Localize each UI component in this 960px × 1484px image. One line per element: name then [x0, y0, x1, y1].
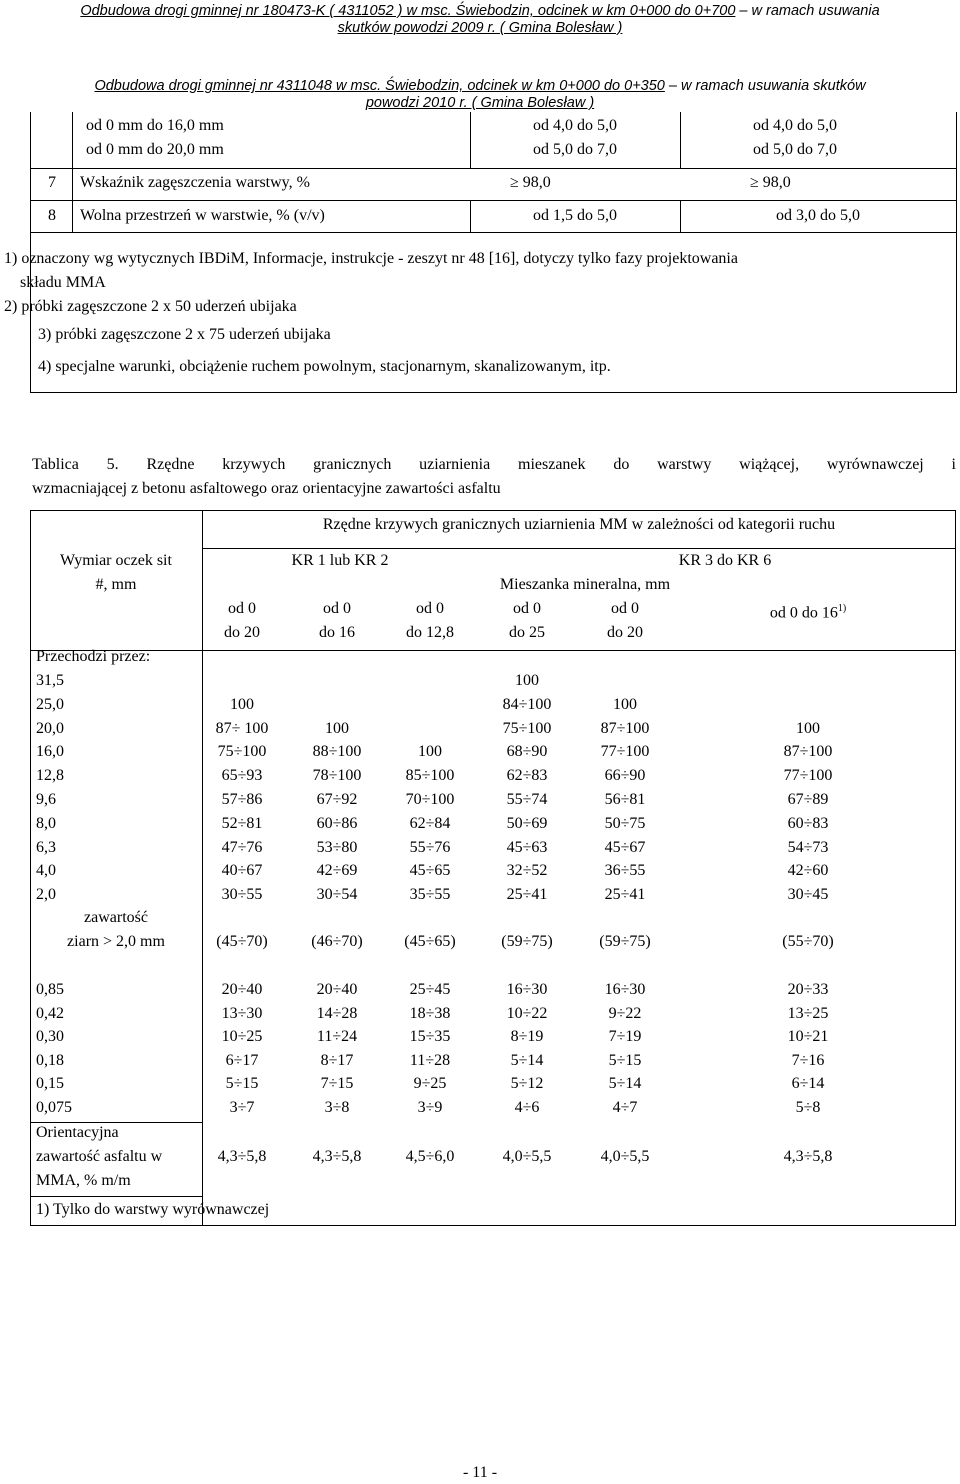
grading-value: 11÷28 — [409, 1051, 451, 1069]
sieve-size: 0,075 — [36, 1099, 72, 1116]
mixture-column-header: od 0 do 16$^{1)}$ — [769, 603, 847, 622]
upper-table-row-line — [30, 168, 956, 169]
grading-value: 4÷6 — [514, 1099, 540, 1116]
grading-value: 54÷73 — [787, 838, 829, 856]
grading-value: 7÷19 — [608, 1028, 642, 1046]
grading-value: 100 — [515, 672, 539, 689]
grain-content-value: (45÷70) — [216, 933, 268, 950]
asphalt-content-value: 4,3÷5,8 — [217, 1148, 267, 1165]
mixture-column-header: od 0 — [228, 600, 256, 617]
upper-table-bottom-border — [30, 392, 956, 393]
sieve-size: 0,15 — [36, 1075, 64, 1093]
document-header-line-1: Odbudowa drogi gminnej nr 180473-K ( 4311052 ) w msc. Świebodzin, odcinek w km 0+000 do 0+700 – w ramach usuwania — [80, 3, 880, 19]
upper-cell: ≥ 98,0 — [750, 174, 791, 191]
mixture-header: Mieszanka mineralna, mm — [499, 576, 671, 593]
grading-value: 53÷80 — [316, 838, 358, 856]
grading-value: 78÷100 — [312, 767, 362, 785]
grading-value: 55÷76 — [409, 838, 451, 856]
grading-value: 77÷100 — [783, 767, 833, 785]
greater-equal-symbol: ≥ — [510, 174, 519, 191]
sieve-size: 9,6 — [36, 791, 56, 808]
grading-value: 30÷54 — [316, 886, 358, 904]
grading-value: 18÷38 — [409, 1004, 451, 1022]
note-2: 2) próbki zagęszczone 2 x 50 uderzeń ubijaka — [4, 298, 297, 315]
grain-content-value: (55÷70) — [782, 933, 834, 950]
mixture-column-header-range: do 16 — [319, 624, 355, 641]
grain-content-label: zawartość — [84, 909, 148, 926]
grading-value: 3÷9 — [417, 1099, 443, 1116]
mixture-column-header: od 0 — [323, 600, 351, 617]
grading-value: 7÷16 — [791, 1051, 825, 1069]
grain-content-value: (59÷75) — [599, 933, 651, 950]
asphalt-content-value: 4,5÷6,0 — [405, 1148, 455, 1165]
grading-value: 100 — [325, 719, 349, 737]
grading-value: 66÷90 — [604, 767, 646, 785]
note-1-cont: składu MMA — [20, 274, 106, 291]
grading-value: 13÷25 — [787, 1004, 829, 1022]
grading-value: 36÷55 — [604, 862, 646, 880]
upper-cell: od 4,0 do 5,0 — [533, 117, 617, 134]
grain-content-value: (46÷70) — [311, 933, 363, 950]
upper-cell: od 3,0 do 5,0 — [776, 207, 860, 224]
document-header-line-4: powodzi 2010 r. ( Gmina Bolesław ) — [365, 95, 595, 111]
grading-value: 10÷22 — [506, 1004, 548, 1022]
grain-content-value: (59÷75) — [501, 933, 553, 950]
grading-value: 7÷15 — [320, 1075, 354, 1093]
document-header-line-3: Odbudowa drogi gminnej nr 4311048 w msc. Świebodzin, odcinek w km 0+000 do 0+350 – w ramach usuwania skutków — [94, 78, 866, 94]
grading-value: 3÷8 — [324, 1099, 350, 1116]
grading-value: 68÷90 — [506, 743, 548, 761]
upper-table-col-divider — [72, 112, 73, 232]
sieve-size: 2,0 — [36, 886, 56, 904]
grading-value: 16÷30 — [604, 981, 646, 998]
grading-value: 50÷75 — [604, 814, 646, 832]
table5-footnote: 1) Tylko do warstwy wyrównawczej — [36, 1201, 270, 1218]
grading-value: 100 — [613, 695, 637, 713]
asphalt-label-3: MMA, % m/m — [36, 1172, 131, 1189]
grading-value: 30÷55 — [221, 886, 263, 904]
grading-value: 67÷89 — [787, 791, 829, 808]
grading-value: 8÷17 — [320, 1051, 354, 1069]
grading-value: 10÷21 — [787, 1028, 829, 1046]
sieve-size: 20,0 — [36, 719, 64, 737]
sieve-size: 0,18 — [36, 1051, 64, 1069]
grading-value: 30÷45 — [787, 886, 829, 904]
row-label: Wskaźnik zagęszczenia warstwy, % — [80, 174, 310, 191]
sieve-size: 0,30 — [36, 1028, 64, 1046]
passes-through-label: Przechodzi przez: — [36, 648, 151, 665]
grading-value: 45÷63 — [506, 838, 548, 856]
upper-table-row-line — [30, 232, 956, 233]
grading-value: 45÷65 — [409, 862, 451, 880]
grading-value: 65÷93 — [221, 767, 263, 785]
mixture-column-header: od 0 — [513, 600, 541, 617]
sieve-header-unit: #, mm — [95, 576, 137, 593]
grading-value: 32÷52 — [506, 862, 548, 880]
greater-equal-symbol: ≥ — [750, 174, 759, 191]
sieve-size: 4,0 — [36, 862, 56, 880]
grading-value: 55÷74 — [506, 791, 548, 808]
grading-value: 100 — [230, 695, 254, 713]
grading-value: 5÷15 — [225, 1075, 259, 1093]
grading-value: 5÷15 — [608, 1051, 642, 1069]
grading-value: 45÷67 — [604, 838, 646, 856]
grain-content-value: (45÷65) — [404, 933, 456, 950]
sieve-size: 0,42 — [36, 1004, 64, 1022]
grading-value: 20÷33 — [787, 981, 829, 998]
grading-value: 87÷100 — [783, 743, 833, 761]
upper-cell: od 0 mm do 20,0 mm — [86, 141, 224, 158]
grading-value: 87÷100 — [600, 719, 650, 737]
table-caption-line-2: wzmacniającej z betonu asfaltowego oraz orientacyjne zawartości asfaltu — [32, 480, 501, 497]
grading-value: 25÷45 — [409, 981, 451, 998]
upper-table-row-line — [30, 200, 956, 201]
grading-value: 9÷25 — [413, 1075, 447, 1093]
grading-value: 77÷100 — [600, 743, 650, 761]
sieve-size: 31,5 — [36, 672, 64, 689]
grading-value: 75÷100 — [217, 743, 267, 761]
grading-value: 75÷100 — [502, 719, 552, 737]
asphalt-content-value: 4,3÷5,8 — [312, 1148, 362, 1165]
asphalt-label-2: zawartość asfaltu w — [36, 1148, 163, 1165]
sieve-size: 25,0 — [36, 695, 64, 713]
upper-cell: od 5,0 do 7,0 — [533, 141, 617, 158]
traffic-category-kr1: KR 1 lub KR 2 — [291, 552, 389, 569]
sieve-size: 16,0 — [36, 743, 64, 761]
upper-cell: od 0 mm do 16,0 mm — [86, 117, 224, 134]
grading-value: 42÷60 — [787, 862, 829, 880]
mixture-column-header: od 0 — [611, 600, 639, 617]
grading-value: 4÷7 — [612, 1099, 638, 1116]
grading-value: 6÷14 — [791, 1075, 825, 1093]
grading-value: 20÷40 — [316, 981, 358, 998]
mixture-column-header-range: do 25 — [509, 624, 545, 641]
grading-value: 5÷12 — [510, 1075, 544, 1093]
mixture-column-header-range: do 12,8 — [406, 624, 454, 641]
grading-value: 85÷100 — [405, 767, 455, 785]
asphalt-content-value: 4,0÷5,5 — [502, 1148, 552, 1165]
table5-header-line — [202, 548, 956, 549]
footnote-marker: 1) — [837, 603, 847, 614]
grading-value: 84÷100 — [502, 695, 552, 713]
asphalt-label-1: Orientacyjna — [36, 1124, 119, 1141]
note-1: 1) oznaczony wg wytycznych IBDiM, Informacje, instrukcje - zeszyt nr 48 [16], dotyczy tylko fazy projektowania — [4, 250, 738, 267]
upper-table-right-border — [956, 112, 957, 393]
sieve-size: 12,8 — [36, 767, 64, 785]
table-caption-line-1: Tablica 5. Rzędne krzywych granicznych uziarnienia mieszanek do warstwy wiążącej, wyrównawczej i — [32, 456, 956, 473]
grading-value: 70÷100 — [405, 791, 455, 808]
grading-value: 9÷22 — [608, 1004, 642, 1022]
grading-value: 52÷81 — [221, 814, 263, 832]
grading-value: 50÷69 — [506, 814, 548, 832]
grading-value: 13÷30 — [221, 1004, 263, 1022]
sieve-header: Wymiar oczek sit — [60, 552, 172, 569]
grading-value: 35÷55 — [409, 886, 451, 904]
asphalt-content-value: 4,3÷5,8 — [783, 1148, 833, 1165]
grading-value: 62÷84 — [409, 814, 451, 832]
grading-value: 88÷100 — [312, 743, 362, 761]
table5-row-line — [30, 1196, 202, 1197]
grading-value: 11÷24 — [316, 1028, 358, 1046]
grading-value: 60÷86 — [316, 814, 358, 832]
upper-cell: ≥ 98,0 — [510, 174, 551, 191]
grading-value: 15÷35 — [409, 1028, 451, 1046]
sieve-size: 0,85 — [36, 981, 64, 998]
grading-value: 47÷76 — [221, 838, 263, 856]
grading-value: 25÷41 — [506, 886, 548, 904]
row-number: 8 — [48, 207, 56, 224]
traffic-category-kr3: KR 3 do KR 6 — [678, 552, 772, 569]
upper-cell: od 4,0 do 5,0 — [753, 117, 837, 134]
grading-value: 3÷7 — [229, 1099, 255, 1116]
grading-value: 25÷41 — [604, 886, 646, 904]
upper-cell: od 1,5 do 5,0 — [533, 207, 617, 224]
grading-value: 10÷25 — [221, 1028, 263, 1046]
grading-value: 60÷83 — [787, 814, 829, 832]
page-number: - 11 - — [462, 1464, 498, 1481]
row-number: 7 — [48, 174, 56, 191]
sieve-size: 8,0 — [36, 814, 56, 832]
document-header-line-2: skutków powodzi 2009 r. ( Gmina Bolesław ) — [337, 20, 623, 36]
grading-value: 100 — [418, 743, 442, 761]
grading-value: 87÷ 100 — [215, 719, 269, 737]
mixture-column-header-range: do 20 — [607, 624, 643, 641]
grading-value: 42÷69 — [316, 862, 358, 880]
table5-header-bottom — [30, 650, 956, 651]
row-label: Wolna przestrzeń w warstwie, % (v/v) — [80, 207, 325, 224]
grading-value: 56÷81 — [604, 791, 646, 808]
mixture-column-header-range: do 20 — [224, 624, 260, 641]
grading-value: 16÷30 — [506, 981, 548, 998]
grain-content-label: ziarn > 2,0 mm — [67, 933, 165, 950]
sieve-size: 6,3 — [36, 838, 56, 856]
grading-value: 5÷14 — [608, 1075, 642, 1093]
grading-value: 8÷19 — [510, 1028, 544, 1046]
note-3: 3) próbki zagęszczone 2 x 75 uderzeń ubijaka — [38, 326, 331, 343]
grading-value: 5÷8 — [795, 1099, 821, 1116]
grading-value: 40÷67 — [221, 862, 263, 880]
grading-value: 14÷28 — [316, 1004, 358, 1022]
grading-value: 6÷17 — [225, 1051, 259, 1069]
grading-value: 100 — [796, 719, 820, 737]
upper-cell: od 5,0 do 7,0 — [753, 141, 837, 158]
note-4: 4) specjalne warunki, obciążenie ruchem powolnym, stacjonarnym, skanalizowanym, itp. — [38, 358, 611, 375]
grading-value: 57÷86 — [221, 791, 263, 808]
grading-value: 20÷40 — [221, 981, 263, 998]
grading-value: 67÷92 — [316, 791, 358, 808]
grading-value: 5÷14 — [510, 1051, 544, 1069]
asphalt-content-value: 4,0÷5,5 — [600, 1148, 650, 1165]
grading-value: 62÷83 — [506, 767, 548, 785]
mixture-column-header: od 0 — [416, 600, 444, 617]
table5-main-header: Rzędne krzywych granicznych uziarnienia MM w zależności od kategorii ruchu — [322, 516, 836, 533]
